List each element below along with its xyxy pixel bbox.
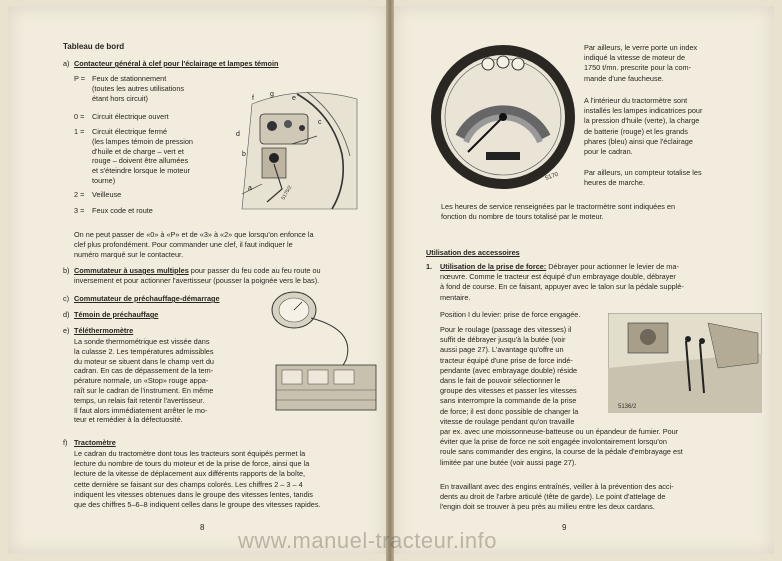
position-description: (toutes les autres utilisations: [92, 83, 185, 93]
ptobody-line: aussi page 27). L'avantage qu'offre un: [440, 345, 564, 355]
fig1-label-c: c: [318, 119, 322, 126]
tractometer-gauge-illustration: [428, 42, 578, 192]
position-description: Circuit électrique fermé: [92, 127, 168, 136]
pto-line1: [440, 262, 679, 272]
position-description: Feux de stationnement: [92, 74, 167, 83]
gtext-line: mande d'une faucheuse.: [584, 73, 664, 83]
ftext-line: cette dernière se faisant sur des champs colorés. Les chiffres 2 – 3 – 4: [74, 479, 303, 489]
gtext3-line: heures de marche.: [584, 178, 645, 188]
item-f-letter: f): [63, 438, 68, 447]
finaltext-line: dents au droit de l'arbre articulé (tête de garde). Le point d'attelage de: [440, 492, 666, 502]
etext-line: cadran. En cas de dépassement de la tem-: [74, 366, 214, 376]
gtext2-line: phares (bleu) ainsi que l'éclairage: [584, 136, 693, 146]
etext-line: temps, un relais fait retentir l'avertisseur.: [74, 395, 205, 405]
item-f-title: Tractomètre: [74, 438, 116, 447]
key-switch-illustration: [222, 84, 362, 214]
item-b-text: pour passer du feu code au feu route ou: [188, 266, 321, 275]
ptobody-line: tracteur équipé d'une prise de force indé-: [440, 355, 573, 365]
right-page-number: 9: [562, 523, 567, 532]
ftext-line: indiquent les vitesses obtenues dans le groupe des vitesses lentes, tandis: [74, 489, 313, 499]
item-a-letter: a): [63, 59, 70, 68]
position-description: Veilleuse: [92, 190, 122, 199]
pto-number: 1.: [426, 262, 433, 271]
ptobody-line: dans le fait de pouvoir sélectionner le: [440, 376, 561, 385]
keynote-line: On ne peut passer de «0» à «P» et de «3» à «2» que lorsqu'on enfonce la: [74, 230, 314, 239]
position-key: P =: [74, 74, 86, 83]
position-description: et s'éteindre lorsque le moteur: [92, 166, 190, 176]
position-description: d'huile et de charge – vert et: [92, 146, 184, 156]
ftext-line: lecture du nombre de tours du moteur et de la prise de force, ainsi que la: [74, 459, 310, 469]
fig1-label-e: e: [292, 95, 296, 102]
etext-line: raît sur le cadran de l'instrument. En même: [74, 386, 214, 395]
keynote-line: numéro marqué sur le contacteur.: [74, 250, 184, 259]
item-c-letter: c): [63, 294, 70, 303]
pto-intro-0: Débrayer pour actionner le levier de ma-: [546, 262, 679, 271]
item-d-title: Témoin de préchauffage: [74, 310, 159, 319]
finaltext-line: En travaillant avec des engins entraînés, veiller à la prévention des acci-: [440, 482, 674, 491]
ptobody-line: pendante (avec embrayage double) réside: [440, 365, 578, 375]
accessories-title: Utilisation des accessoires: [426, 248, 520, 257]
pto-intro-line: à fond de course. En ce faisant, appuyer avec le talon sur la pédale supplé-: [440, 282, 684, 292]
ptobody2-line: roule sans commander des engins, la course de la pédale d'embrayage est: [440, 447, 683, 457]
gtext-line: indiqué la vitesse de moteur de: [584, 53, 686, 63]
item-c-title: Commutateur de préchauffage-démarrage: [74, 294, 220, 303]
ftext-line: que des chiffres 5–6–8 indiquent celles dans le groupe des vitesses rapides.: [74, 500, 321, 509]
keynote-line: clef plus profondément. Pour commander une clef, il faut indiquer le: [74, 240, 293, 249]
section-title: Tableau de bord: [63, 42, 125, 51]
ptobody-line: de force; il est donc possible de changer la: [440, 406, 579, 416]
gtext-line: 1750 t/mn. prescrite pour la com-: [584, 63, 692, 73]
item-a-title: Contacteur général à clef pour l'éclairage et lampes témoin: [74, 59, 279, 68]
item-b-letter: b): [63, 266, 70, 275]
item-b-title: Commutateur à usages multiples: [74, 266, 189, 275]
ptobody2-line: limitée par une butée (voir aussi page 27).: [440, 457, 577, 467]
gauge-code: 5170: [544, 171, 560, 182]
fig1-label-g: g: [270, 91, 274, 98]
watermark: www.manuel-tracteur.info: [238, 528, 497, 553]
fig1-label-b: b: [242, 151, 246, 158]
position-description: Circuit électrique ouvert: [92, 112, 169, 121]
ftext-line: lecture de la vitesse de déplacement aux différents rapports de la boîte,: [74, 469, 306, 479]
pto-intro-line: mentaire.: [440, 292, 471, 302]
thermometer-engine-illustration: [266, 270, 386, 420]
position-description: tourne): [92, 176, 116, 185]
gtext2-line: de batterie (rouge) et les grands: [584, 126, 688, 136]
ptobody-line: Pour le roulage (passage des vitesses) il: [440, 325, 572, 334]
ptobody2-line: éviter que la prise de force ne soit engagée involontairement lorsqu'on: [440, 437, 667, 447]
pto-title: Utilisation de la prise de force:: [440, 262, 547, 271]
position-key: 2 =: [74, 190, 85, 199]
position-key: 1 =: [74, 127, 85, 136]
gtext3-line: Par ailleurs, un compteur totalise les: [584, 168, 702, 177]
gtext2-line: pour le cadran.: [584, 147, 633, 156]
ptobody-line: sans interrompre la commande de la prise: [440, 396, 577, 406]
etext-line: teur et remédier à la défectuosité.: [74, 415, 183, 425]
etext-line: pérature normale, un «Stop» rouge appa-: [74, 376, 209, 386]
position-key: 3 =: [74, 206, 85, 215]
pto-intro-line: nœuvre. Comme le tracteur est équipé d'un embrayage double, débrayer: [440, 272, 676, 282]
pto-lever-illustration: [608, 313, 762, 413]
fig1-code: 5175/2: [280, 184, 294, 201]
htext-line: Les heures de service renseignées par le tractormètre sont indiquées en: [441, 202, 676, 211]
ptobody-line: suffit de débrayer jusqu'à la butée (voir: [440, 335, 566, 345]
gtext2-line: la pression d'huile (verte), la charge: [584, 116, 700, 126]
lever-position-1: Position I du levier: prise de force engagée.: [440, 310, 581, 319]
finaltext-line: l'engin doit se trouver à peu près au milieu entre les deux cardans.: [440, 502, 655, 512]
book-gutter: [386, 0, 394, 561]
htext-line: fonction du nombre de tours totalisé par le moteur.: [441, 212, 604, 222]
gtext2-line: A l'intérieur du tractormètre sont: [584, 96, 688, 105]
etext-line: du moteur se situent dans le champ vert du: [74, 356, 214, 366]
left-page-number: 8: [200, 523, 205, 532]
fig1-label-f: f: [252, 95, 254, 102]
item-d-letter: d): [63, 310, 70, 319]
position-description: Feux code et route: [92, 206, 153, 215]
item-e-letter: e): [63, 326, 70, 335]
gtext2-line: installés les lampes indicatrices pour: [584, 106, 703, 116]
fig1-label-d: d: [236, 131, 240, 138]
fig1-label-a: a: [248, 185, 252, 192]
position-key: 0 =: [74, 112, 85, 121]
ptobody-line: vitesse de roulage pendant qu'on travaille: [440, 416, 575, 426]
etext-line: la culasse 2. Les températures admissibles: [74, 346, 214, 356]
etext-line: La sonde thermométrique est vissée dans: [74, 337, 210, 346]
pto-code: 5136/2: [618, 404, 637, 410]
position-description: étant hors circuit): [92, 93, 148, 103]
position-description: rouge – doivent être allumées: [92, 156, 189, 166]
ftext-line: Le cadran du tractomètre dont tous les tracteurs sont équipés permet la: [74, 449, 306, 458]
ptobody-line: groupe des vitesses et passer les vitesses: [440, 386, 577, 396]
etext-line: Il faut alors immédiatement arrêter le mo-: [74, 405, 208, 415]
ptobody2-line: par ex. avec une moissonneuse-batteuse ou un épandeur de fumier. Pour: [440, 427, 679, 436]
item-b-text-line2: inversement et pour actionner l'avertisseur (pousser la poignée vers le bas).: [74, 276, 320, 285]
item-e-title: Téléthermomètre: [74, 326, 134, 335]
gtext-line: Par ailleurs, le verre porte un index: [584, 43, 698, 52]
position-description: (les lampes témoin de pression: [92, 136, 193, 146]
